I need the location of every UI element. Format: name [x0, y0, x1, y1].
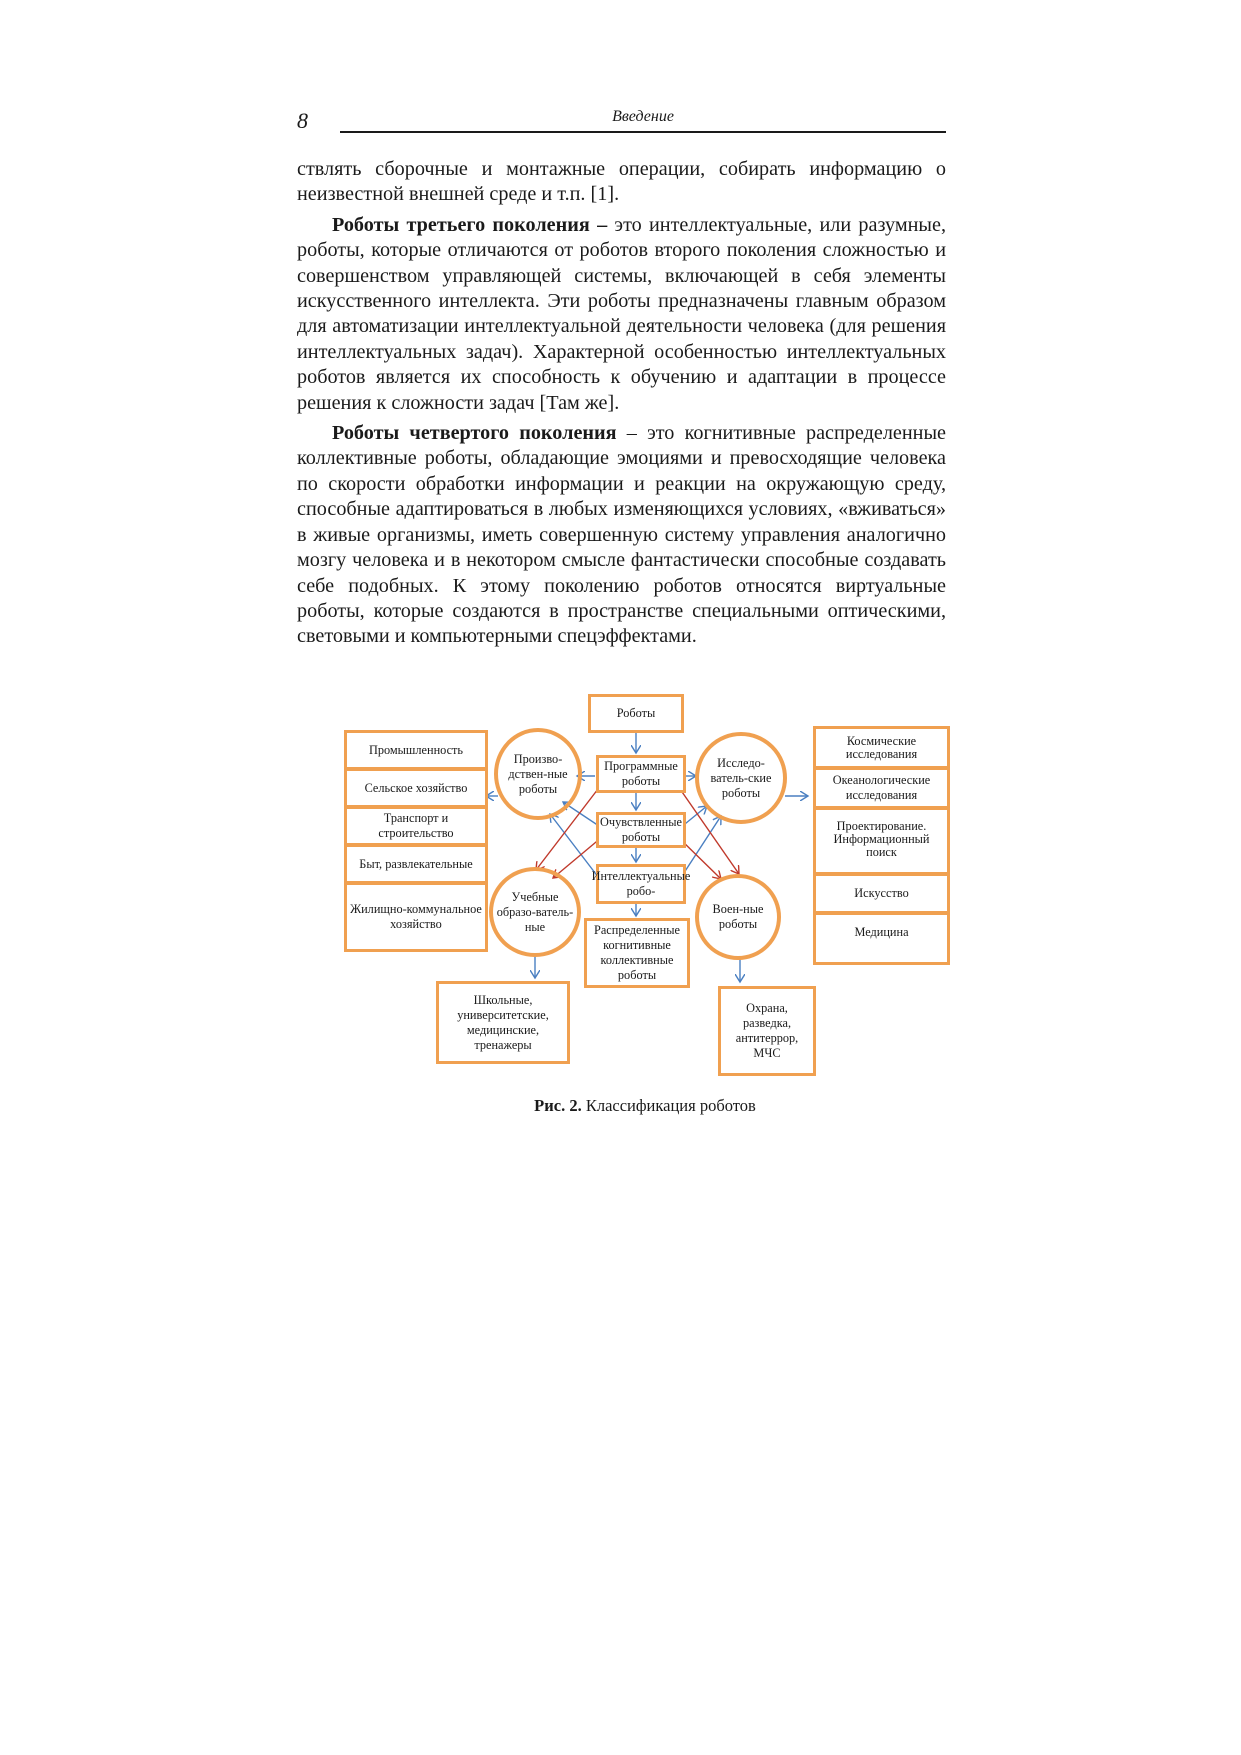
running-title: Введение: [612, 108, 674, 125]
header-rule: [340, 131, 946, 133]
term-fourth-generation: Роботы четвертого поколения: [332, 422, 617, 445]
box-household: Быт, развлекательные: [344, 844, 488, 884]
box-educational-applications: Школьные, университетские, медицинские, тренажеры: [436, 981, 570, 1064]
box-intelligent-robots: Интеллектуальные робо-: [596, 864, 686, 904]
paragraph-third-generation: Роботы третьего поколения – это интеллектуальные, или разумные, роботы, которые отличаются от роботов второго поколения сложностью и совершенством управляющей системы, включающей в себя элементы искусственного интеллекта. Эти роботы предназначены главным образом для автоматизации интеллектуальной деятельности человека (для решения интеллектуальных задач). Характерной особенностью интеллектуальных роботов является их способность к обучению и адаптации в процессе решения к сложности задач [Там же].: [297, 213, 946, 414]
box-design-search: Проектирование. Информационный поиск: [813, 807, 950, 875]
box-art: Искусство: [813, 873, 950, 914]
box-robots-root: Роботы: [588, 694, 684, 733]
box-military-applications: Охрана, разведка, антитеррор, МЧС: [718, 986, 816, 1076]
circle-production-robots: Произво-дствен-ные роботы: [494, 728, 582, 820]
circle-educational-robots: Учебные образо-ватель-ные: [489, 867, 581, 957]
box-sensing-robots: Очувствленные роботы: [596, 812, 686, 848]
box-transport: Транспорт и строительство: [344, 806, 488, 846]
box-housing-utilities: Жилищно-коммунальное хозяйство: [344, 882, 488, 952]
box-ocean-research: Океанологические исследования: [813, 767, 950, 809]
box-agriculture: Сельское хозяйство: [344, 768, 488, 808]
circle-research-robots: Исследо-ватель-ские роботы: [695, 732, 787, 824]
paragraph-continuation: ствлять сборочные и монтажные операции, собирать информацию о неизвестной внешней среде и т.п. [1].: [297, 158, 946, 206]
page-number: 8: [297, 108, 308, 133]
figure-title: Классификация роботов: [581, 1096, 756, 1115]
box-distributed-robots: Распределенные когнитивные коллективные роботы: [584, 918, 690, 988]
circle-military-robots: Воен-ные роботы: [695, 874, 781, 960]
robot-classification-diagram: [340, 692, 950, 1092]
body-text: [297, 157, 946, 655]
box-space-research: Космические исследования: [813, 726, 950, 769]
term-third-generation: Роботы третьего поколения –: [332, 213, 608, 236]
paragraph-fourth-generation: Роботы четвертого поколения – это когнитивные распределенные коллективные роботы, обладающие эмоциями и превосходящие человека по скорости обработки информации и реакции на окружающую среду, способные адаптироваться в любых изменяющихся условиях, «вживаться» в живые организмы, иметь совершенную систему управления аналогично мозгу человека и в некотором смысле фантастически способные создавать себе подобных. К этому поколению роботов относятся виртуальные роботы, которые создаются в пространстве специальными оптическими, световыми и компьютерными спецэффектами.: [297, 422, 946, 648]
box-medicine: Медицина: [813, 912, 950, 965]
figure-label: Рис. 2.: [534, 1096, 582, 1115]
box-programmed-robots: Программные роботы: [596, 755, 686, 793]
figure-caption: [340, 1096, 950, 1116]
box-industry: Промышленность: [344, 730, 488, 770]
